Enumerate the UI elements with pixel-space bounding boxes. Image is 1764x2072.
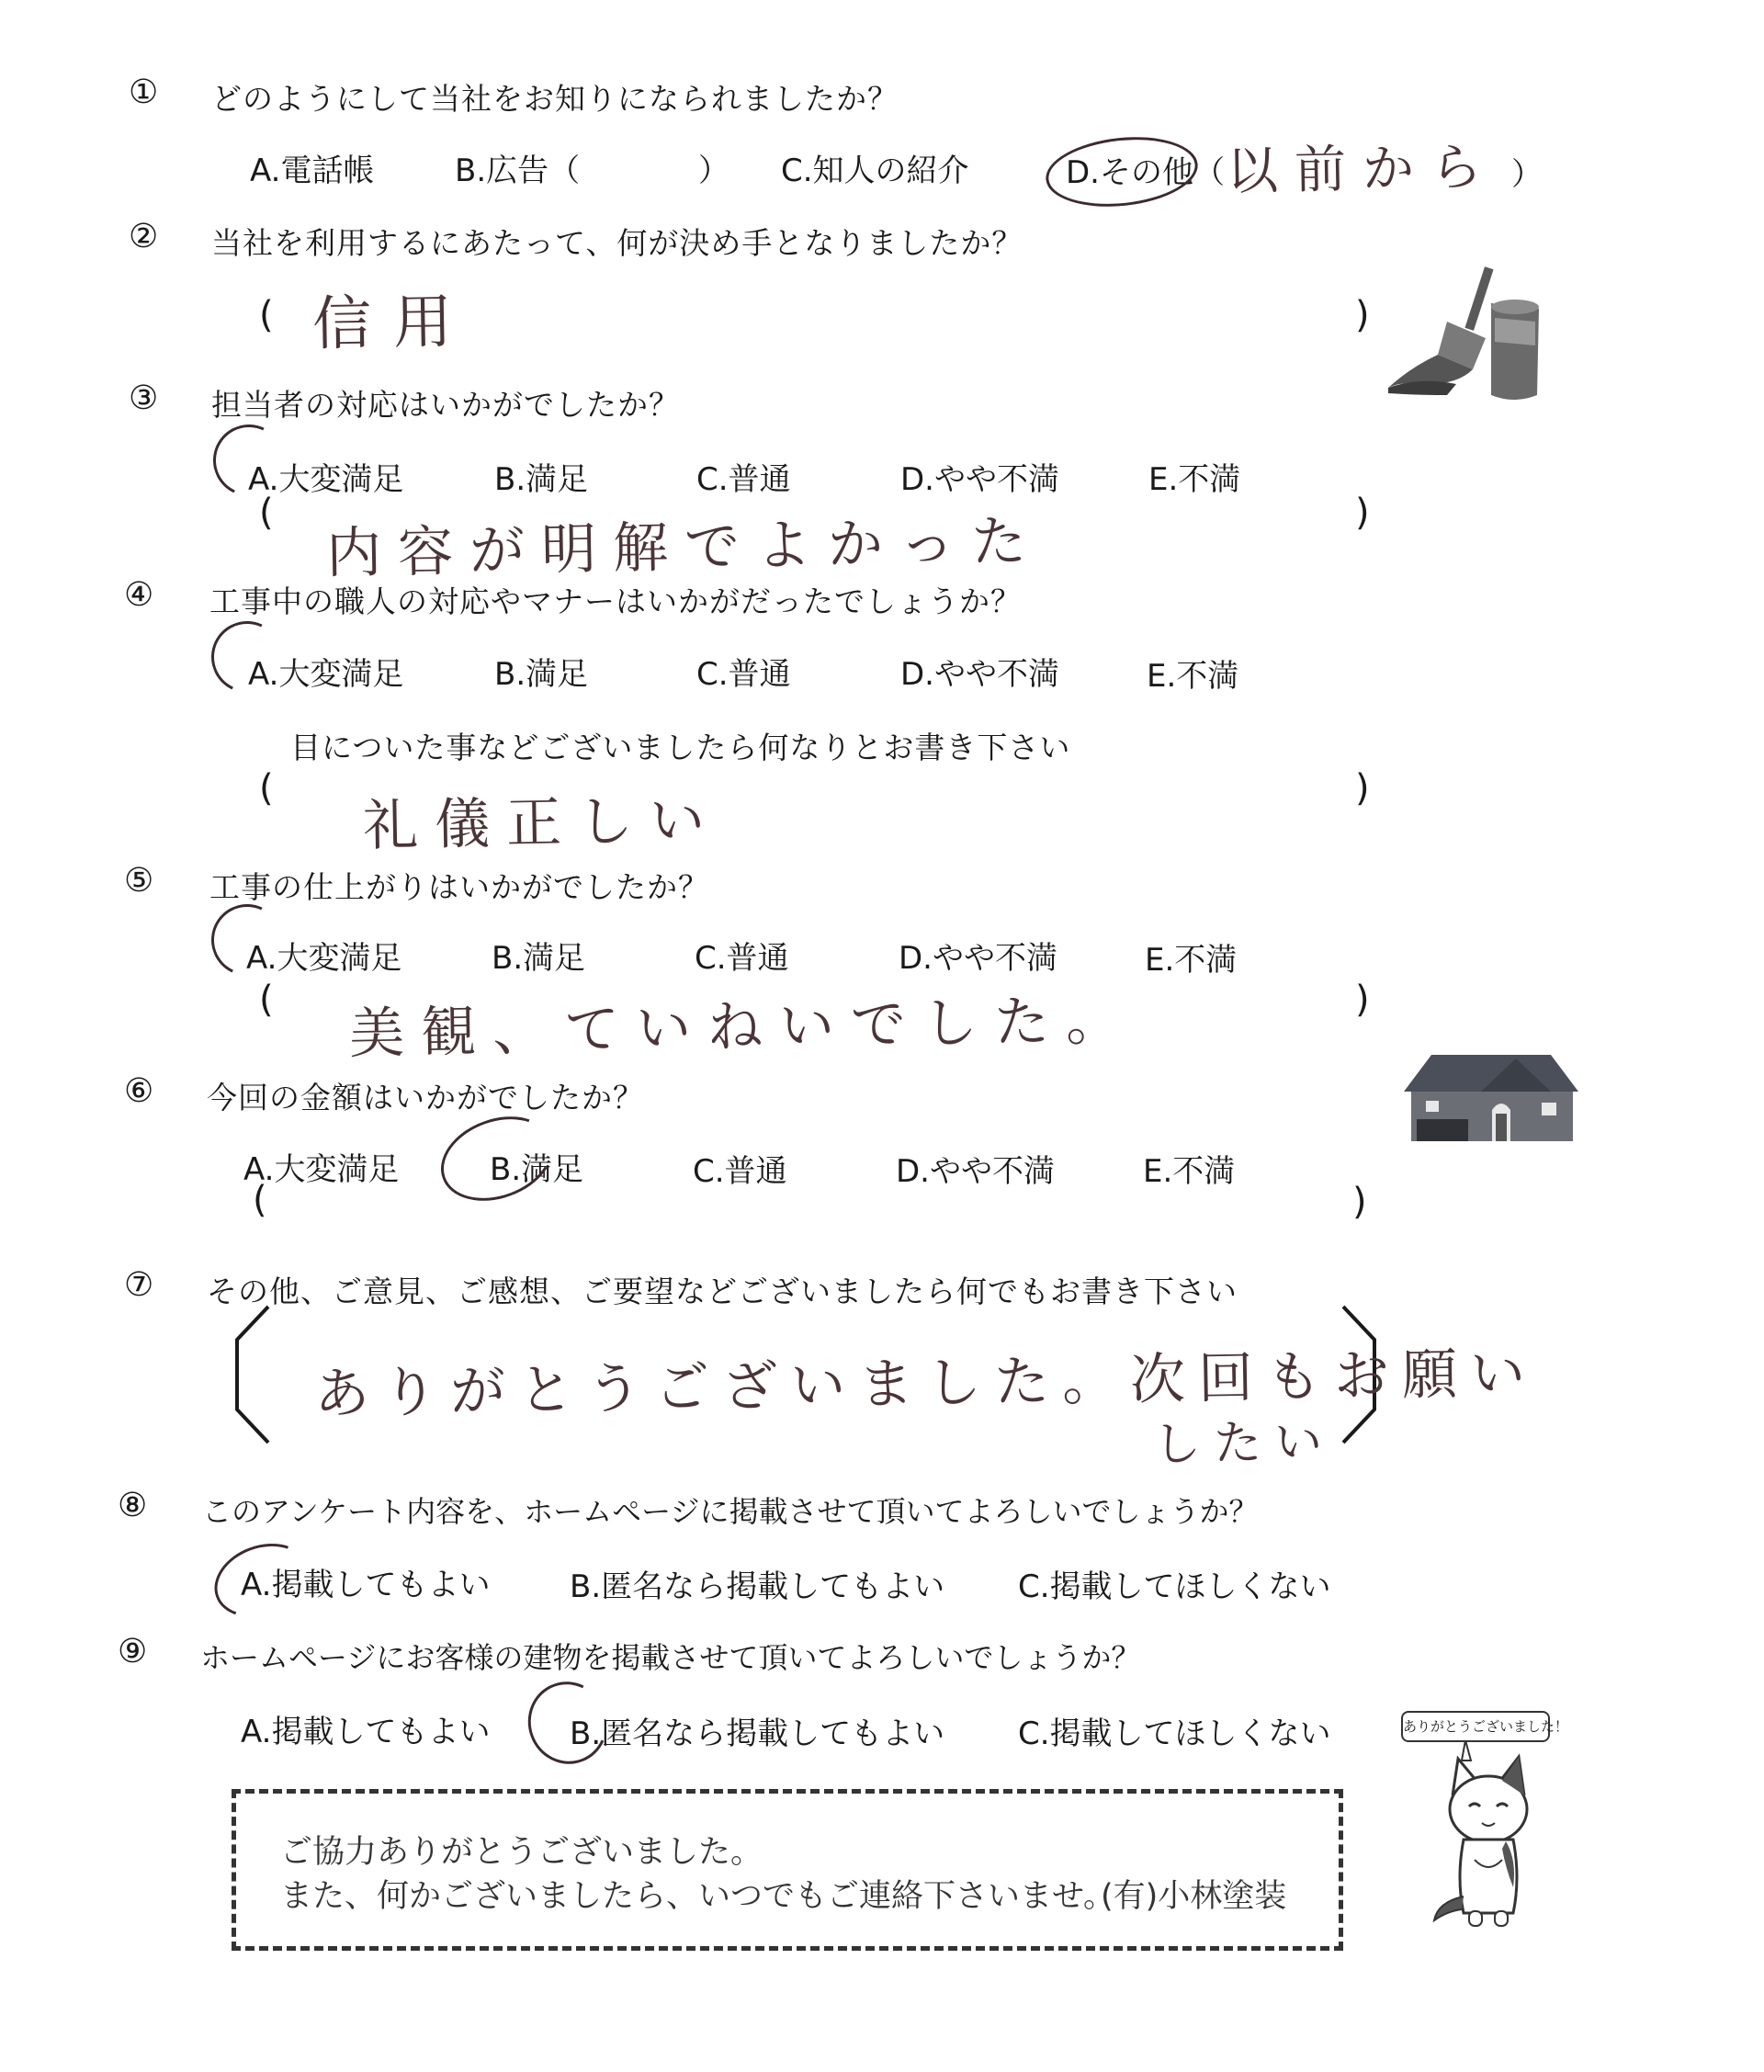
q9-option-c[interactable]: C.掲載してほしくない [1018,1715,1331,1752]
q6-selected-circle [429,1102,565,1216]
q9-option-b[interactable]: B.匿名なら掲載してもよい [570,1715,945,1752]
q4-open-paren: ( [259,767,274,810]
q1-option-c[interactable]: C.知人の紹介 [781,153,969,189]
q5-question: 工事の仕上がりはいかがでしたか？ [209,869,709,905]
q3-open-paren: ( [259,492,274,534]
q7-handwritten-comment-line1: ありがとうございました。次回もお願い [313,1341,1539,1427]
q3-option-b[interactable]: B.満足 [494,461,589,498]
cat-speech-bubble: ありがとうございました！ [1401,1711,1550,1742]
q2-number: ② [129,218,159,255]
q4-handwritten-comment: 礼儀正しい [362,787,722,859]
q1-selected-circle [1043,130,1202,214]
q9-number: ⑨ [118,1633,148,1670]
q4-comment-prompt: 目についた事などございましたら何なりとお書き下さい [290,730,1071,765]
q1-option-b-close: ） [698,153,729,189]
q5-option-d[interactable]: D.やや不満 [899,940,1057,977]
q4-question: 工事中の職人の対応やマナーはいかがだったでしょうか？ [209,583,1022,619]
q5-number: ⑤ [124,862,154,900]
q3-option-c[interactable]: C.普通 [696,461,791,498]
q3-handwritten-comment: 内容が明解でよかった [325,509,1044,586]
q4-option-e[interactable]: E.不満 [1147,658,1239,695]
q5-option-c[interactable]: C.普通 [695,940,789,977]
q8-selected-circle [204,1531,320,1630]
q5-option-e[interactable]: E.不満 [1145,942,1238,979]
q5-handwritten-comment: 美観、ていねいでした。 [348,988,1138,1067]
q1-option-b[interactable]: B.広告（ [455,153,581,189]
q6-close-paren: ) [1352,1181,1367,1223]
q6-open-paren: ( [253,1179,267,1221]
q3-close-paren: ) [1355,492,1370,534]
q4-option-b[interactable]: B.満足 [494,656,589,693]
q8-question: このアンケート内容を、ホームページに掲載させて頂いてよろしいでしょうか？ [202,1494,1259,1529]
q4-number: ④ [124,576,154,614]
q9-question: ホームページにお客様の建物を掲載させて頂いてよろしいでしょうか？ [200,1640,1141,1675]
q4-option-d[interactable]: D.やや不満 [900,656,1059,693]
q3-option-e[interactable]: E.不満 [1148,461,1241,498]
q6-question: 今回の金額はいかがでしたか？ [207,1080,644,1115]
paint-brush-bucket-icon [1383,266,1548,404]
q9-selected-circle [516,1670,619,1775]
company-name: (有)小林塗装 [1101,1878,1287,1915]
q3-question: 担当者の対応はいかがでしたか？ [211,387,680,423]
q1-option-a[interactable]: A.電話帳 [250,153,375,189]
q8-option-b[interactable]: B.匿名なら掲載してもよい [570,1568,945,1605]
q6-number: ⑥ [124,1072,154,1110]
thank-you-line: ご協力ありがとうございました。 [280,1834,763,1871]
q3-number: ③ [129,379,159,417]
q6-option-b[interactable]: B.満足 [490,1151,584,1188]
q8-option-c[interactable]: C.掲載してほしくない [1018,1568,1331,1605]
contact-line: また、何かございましたら、いつでもご連絡下さいませ。 [280,1878,1115,1915]
cat-mascot-icon [1429,1740,1548,1933]
q6-option-e[interactable]: E.不満 [1143,1153,1236,1190]
q4-option-a[interactable]: A.大変満足 [248,656,404,693]
q8-option-a[interactable]: A.掲載してもよい [241,1567,491,1603]
q7-question: その他、ご意見、ご感想、ご要望などございましたら何でもお書き下さい [207,1274,1238,1309]
q2-question: 当社を利用するにあたって、何が決め手となりましたか？ [211,225,1023,261]
q6-option-c[interactable]: C.普通 [693,1153,787,1190]
q8-number: ⑧ [118,1487,148,1524]
q1-question: どのようにして当社をお知りになられましたか？ [211,81,899,117]
q4-option-c[interactable]: C.普通 [696,656,791,693]
q3-option-a[interactable]: A.大変満足 [248,461,404,498]
q2-open-paren: ( [259,294,274,336]
q6-option-a[interactable]: A.大変満足 [243,1151,400,1188]
q1-option-d[interactable]: D.その他（ [1066,154,1225,191]
q9-option-a[interactable]: A.掲載してもよい [241,1714,491,1750]
q5-close-paren: ) [1355,979,1370,1021]
q2-handwritten-answer: 信用 [311,288,475,359]
q1-handwritten-answer: 以前から [1226,137,1499,202]
q7-handwritten-comment-line2: したい [1152,1414,1336,1473]
q2-close-paren: ) [1355,294,1370,336]
q5-option-b[interactable]: B.満足 [492,940,586,977]
q1-close-paren: ） [1511,156,1543,193]
q4-close-paren: ) [1355,767,1370,810]
q3-option-d[interactable]: D.やや不満 [900,461,1059,498]
q7-number: ⑦ [124,1266,154,1304]
q6-option-d[interactable]: D.やや不満 [896,1153,1055,1190]
q5-open-paren: ( [259,979,274,1021]
house-icon [1404,1046,1578,1141]
q5-option-a[interactable]: A.大変満足 [246,940,402,977]
q1-number: ① [129,74,159,111]
